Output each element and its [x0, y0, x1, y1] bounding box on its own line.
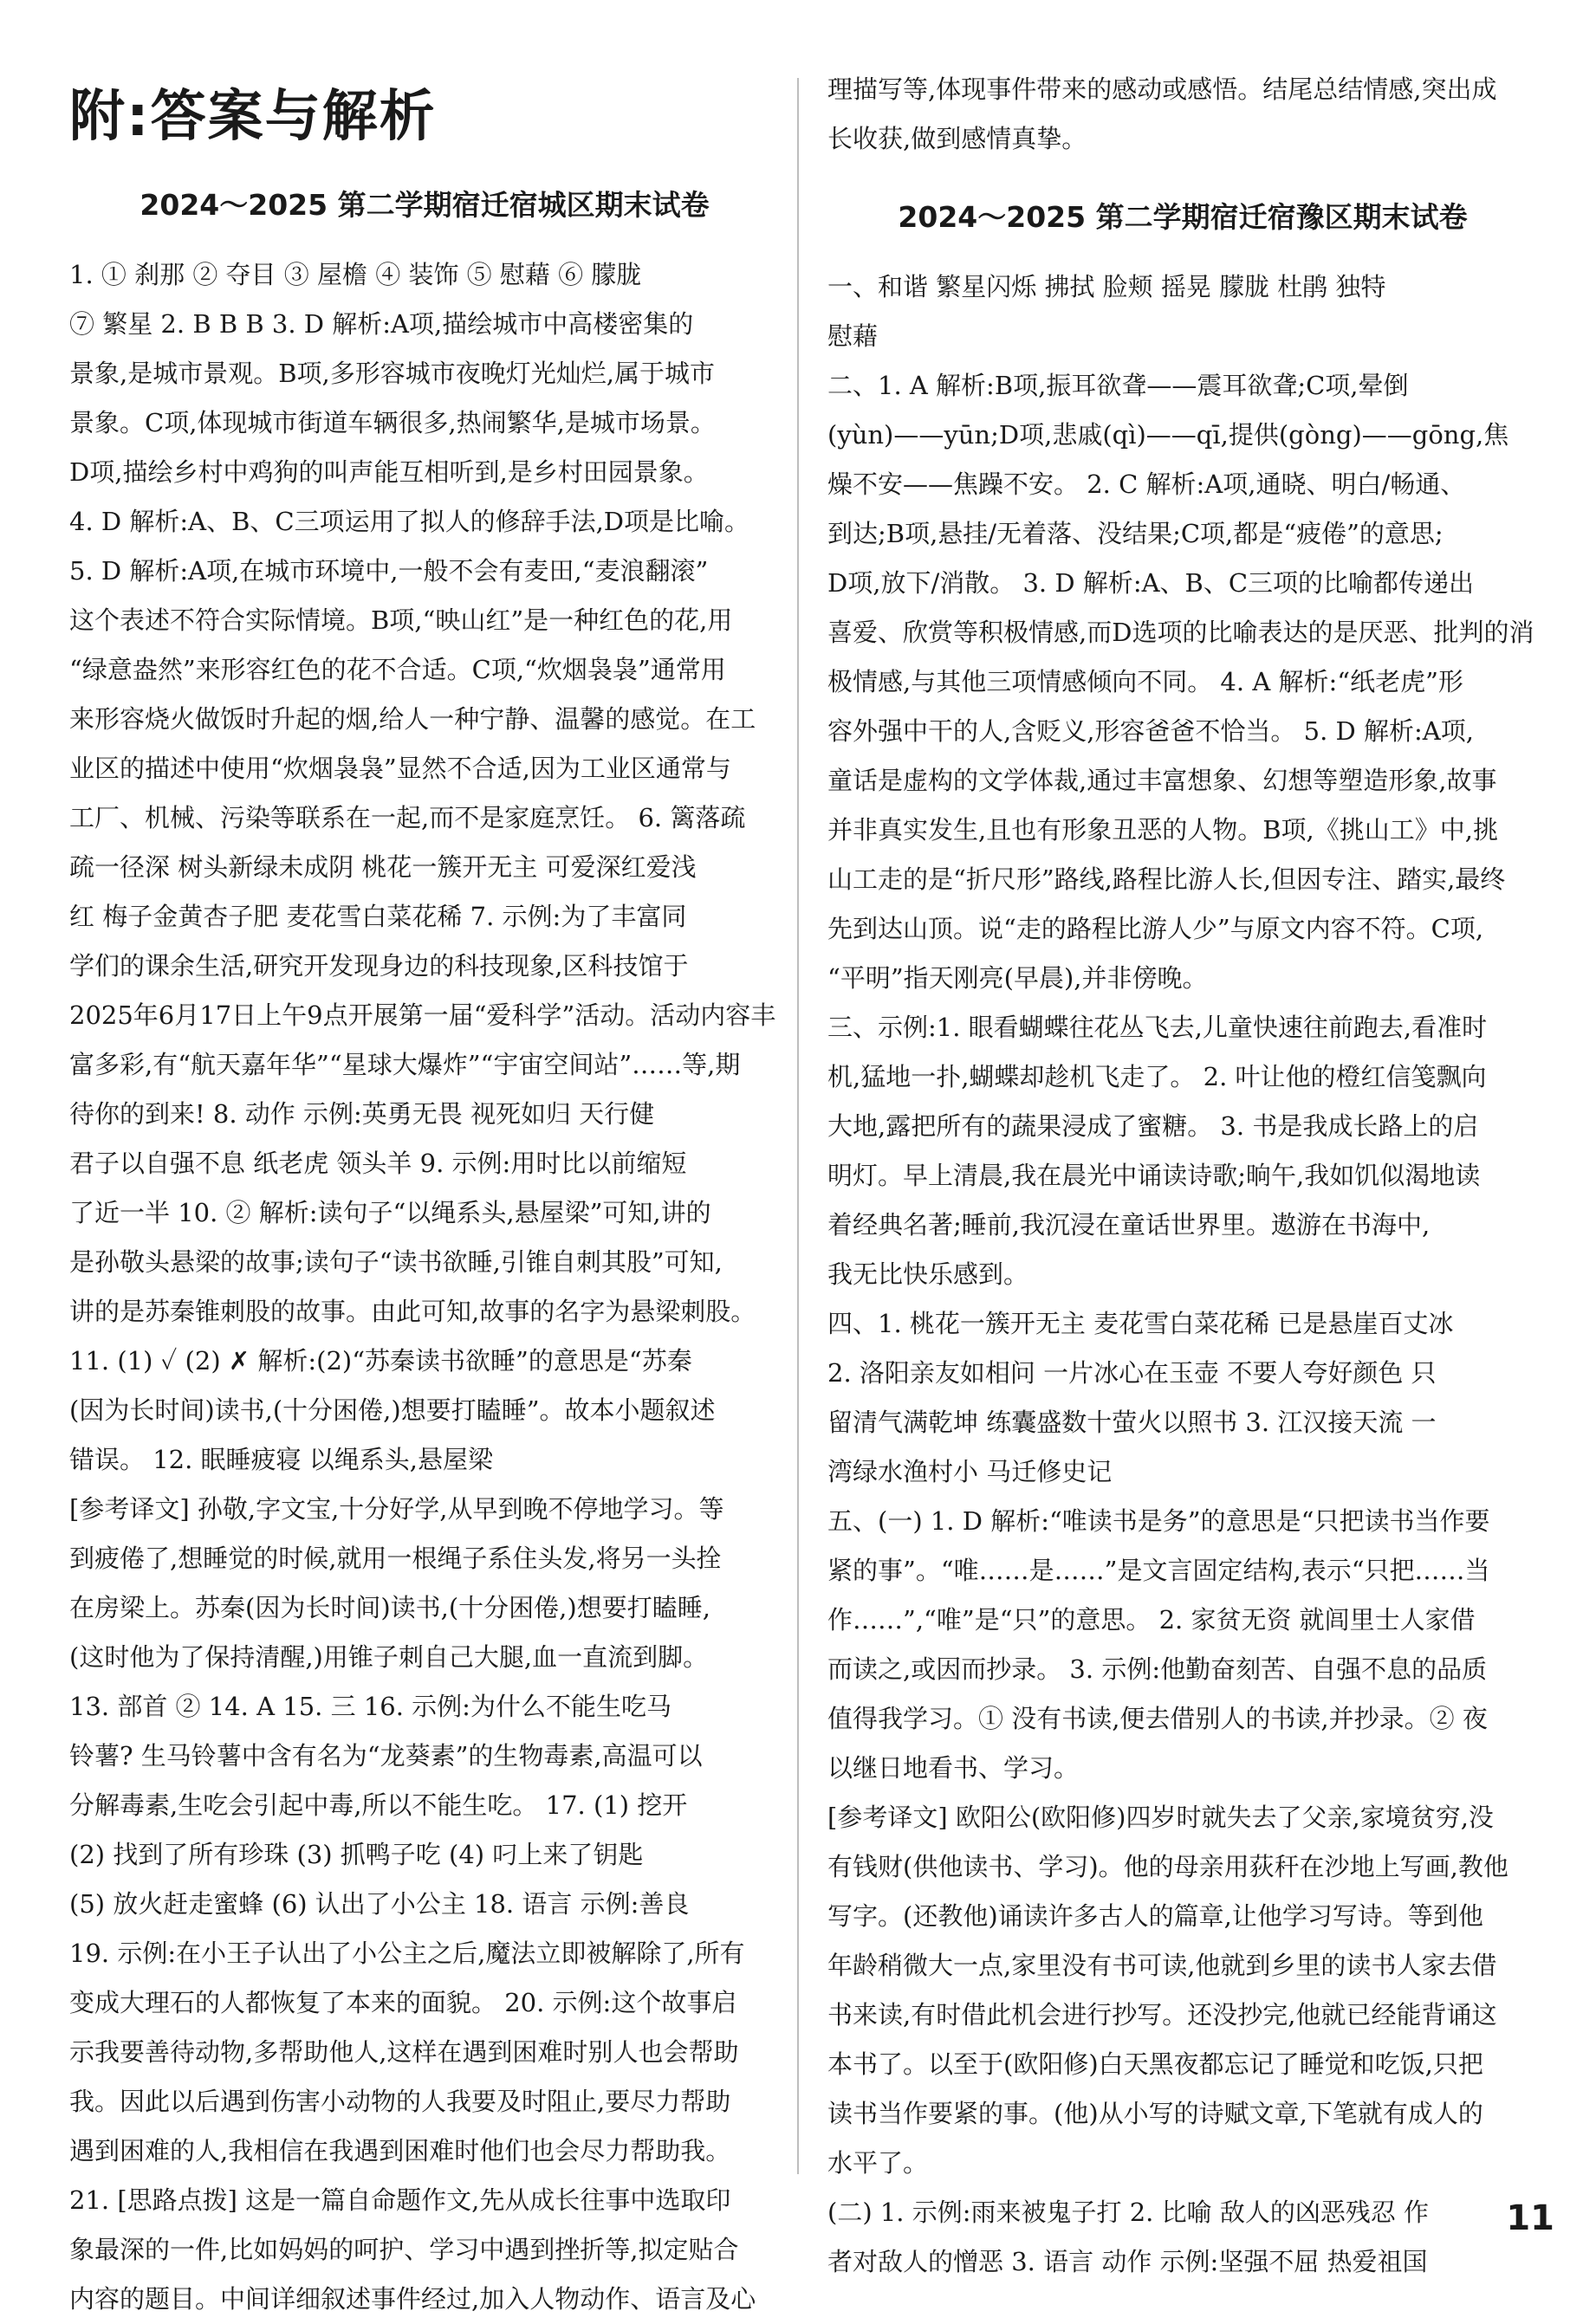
column-divider: [797, 78, 799, 2174]
text-line: ⑦ 繁星 2. B B B 3. D 解析:A项,描绘城市中高楼密集的: [69, 309, 694, 339]
text-line: 慰藉: [827, 321, 879, 351]
text-line: 作……”,“唯”是“只”的意思。 2. 家贫无资 就闾里士人家借: [827, 1605, 1476, 1635]
text-line: 示我要善待动物,多帮助他人,这样在遇到困难时别人也会帮助: [69, 2037, 739, 2067]
text-line: 喜爱、欣赏等积极情感,而D选项的比喻表达的是厌恶、批判的消: [827, 618, 1534, 647]
text-line: 燥不安——焦躁不安。 2. C 解析:A项,通晓、明白/畅通、: [827, 469, 1466, 499]
text-line: 红 梅子金黄杏子肥 麦花雪白菜花稀 7. 示例:为了丰富同: [69, 902, 687, 931]
text-line: 机,猛地一扑,蝴蝶却趁机飞走了。 2. 叶让他的橙红信笺飘向: [827, 1062, 1487, 1091]
text-line: 并非真实发生,且也有形象丑恶的人物。B项,《挑山工》中,挑: [827, 815, 1498, 845]
text-line: 到达;B项,悬挂/无着落、没结果;C项,都是“疲倦”的意思;: [827, 519, 1444, 548]
text-line: 讲的是苏秦锥刺股的故事。由此可知,故事的名字为悬梁刺股。: [69, 1297, 756, 1326]
text-line: 先到达山顶。说“走的路程比游人少”与原文内容不符。C项,: [827, 914, 1484, 943]
text-line: 学们的课余生活,研究开发现身边的科技现象,区科技馆于: [69, 951, 689, 981]
text-line: D项,放下/消散。 3. D 解析:A、B、C三项的比喻都传递出: [827, 568, 1475, 598]
text-line: 四、1. 桃花一簇开无主 麦花雪白菜花稀 已是悬崖百丈冰: [827, 1309, 1454, 1338]
text-line: 到疲倦了,想睡觉的时候,就用一根绳子系住头发,将另一头拴: [69, 1544, 722, 1573]
text-line: 象最深的一件,比如妈妈的呵护、学习中遇到挫折等,拟定贴合: [69, 2235, 739, 2264]
text-line: 而读之,或因而抄录。 3. 示例:他勤奋刻苦、自强不息的品质: [827, 1654, 1488, 1684]
text-line: (这时他为了保持清醒,)用锥子刺自己大腿,血一直流到脚。: [69, 1642, 709, 1672]
section-title-suyu: 2024～2025 第二学期宿迁宿豫区期末试卷: [898, 200, 1468, 234]
text-line: 容外强中干的人,含贬义,形容爸爸不恰当。 5. D 解析:A项,: [827, 716, 1474, 746]
text-line: 留清气满乾坤 练囊盛数十萤火以照书 3. 江汉接天流 一: [827, 1408, 1437, 1437]
text-line: 山工走的是“折尺形”路线,路程比游人长,但因专注、踏实,最终: [827, 864, 1506, 894]
text-line: 待你的到来! 8. 动作 示例:英勇无畏 视死如归 天行健: [69, 1099, 655, 1129]
text-line: 遇到困难的人,我相信在我遇到困难时他们也会尽力帮助我。: [69, 2136, 731, 2165]
text-line: 11. (1) ✓ (2) ✗ 解析:(2)“苏秦读书欲睡”的意思是“苏秦: [69, 1346, 692, 1376]
text-line: 有钱财(供他读书、学习)。他的母亲用荻秆在沙地上写画,教他: [827, 1852, 1508, 1881]
text-line: 富多彩,有“航天嘉年华”“星球大爆炸”“宇宙空间站”……等,期: [69, 1050, 741, 1079]
text-line: 三、示例:1. 眼看蝴蝶往花丛飞去,儿童快速往前跑去,看准时: [827, 1013, 1488, 1042]
text-line: 水平了。: [827, 2148, 929, 2178]
text-line: 读书当作要紧的事。(他)从小写的诗赋文章,下笔就有成人的: [827, 2099, 1483, 2128]
text-line: 二、1. A 解析:B项,振耳欲聋——震耳欲聋;C项,晕倒: [827, 371, 1409, 400]
text-line: 一、和谐 繁星闪烁 拂拭 脸颊 摇晃 朦胧 杜鹃 独特: [827, 272, 1386, 301]
text-line: 五、(一) 1. D 解析:“唯读书是务”的意思是“只把读书当作要: [827, 1506, 1490, 1536]
text-line: 工厂、机械、污染等联系在一起,而不是家庭烹饪。 6. 篱落疏: [69, 803, 746, 832]
text-line: 2025年6月17日上午9点开展第一届“爱科学”活动。活动内容丰: [69, 1000, 776, 1030]
text-line: 君子以自强不息 纸老虎 领头羊 9. 示例:用时比以前缩短: [69, 1149, 687, 1178]
text-line: 理描写等,体现事件带来的感动或感悟。结尾总结情感,突出成: [827, 74, 1497, 104]
text-line: 我。因此以后遇到伤害小动物的人我要及时阻止,要尽力帮助: [69, 2087, 731, 2116]
text-line: 21. [思路点拨] 这是一篇自命题作文,先从成长往事中选取印: [69, 2185, 731, 2215]
text-line: 疏一径深 树头新绿未成阴 桃花一簇开无主 可爱深红爱浅: [69, 852, 697, 882]
text-line: 铃薯? 生马铃薯中含有名为“龙葵素”的生物毒素,高温可以: [69, 1741, 703, 1771]
text-line: (yùn)——yūn;D项,悲戚(qì)——qī,提供(gòng)——gōng,焦: [827, 420, 1509, 450]
text-line: 变成大理石的人都恢复了本来的面貌。 20. 示例:这个故事启: [69, 1988, 737, 2017]
text-line: 着经典名著;睡前,我沉浸在童话世界里。遨游在书海中,: [827, 1210, 1431, 1240]
text-line: 极情感,与其他三项情感倾向不同。 4. A 解析:“纸老虎”形: [827, 667, 1463, 696]
text-line: 我无比快乐感到。: [827, 1259, 1029, 1289]
text-line: D项,描绘乡村中鸡狗的叫声能互相听到,是乡村田园景象。: [69, 457, 709, 487]
text-line: [参考译文] 欧阳公(欧阳修)四岁时就失去了父亲,家境贫穷,没: [827, 1803, 1494, 1832]
text-line: “平明”指天刚亮(早晨),并非傍晚。: [827, 963, 1208, 993]
page-number: 11: [1506, 2198, 1554, 2238]
text-line: 童话是虚构的文学体裁,通过丰富想象、幻想等塑造形象,故事: [827, 766, 1497, 795]
text-line: 大地,露把所有的蔬果浸成了蜜糖。 3. 书是我成长路上的启: [827, 1111, 1479, 1141]
answer-text-left: [69, 250, 780, 2324]
text-line: 在房梁上。苏秦(因为长时间)读书,(十分困倦,)想要打瞌睡,: [69, 1593, 710, 1622]
text-line: 分解毒素,生吃会引起中毒,所以不能生吃。 17. (1) 挖开: [69, 1790, 688, 1820]
text-line: 长收获,做到感情真挚。: [827, 124, 1087, 153]
section-title-sucheng: 2024～2025 第二学期宿迁宿城区期末试卷: [139, 188, 710, 222]
text-line: 以继日地看书、学习。: [827, 1753, 1080, 1783]
text-line: 错误。 12. 眠睡疲寝 以绳系头,悬屋梁: [69, 1445, 493, 1474]
answer-text-continued: [827, 65, 1538, 164]
right-column: [827, 0, 1538, 2287]
text-line: 内容的题目。中间详细叙述事件经过,加入人物动作、语言及心: [69, 2284, 756, 2314]
text-line: [参考译文] 孙敬,字文宝,十分好学,从早到晚不停地学习。等: [69, 1494, 724, 1524]
text-line: 4. D 解析:A、B、C三项运用了拟人的修辞手法,D项是比喻。: [69, 507, 750, 536]
text-line: “绿意盎然”来形容红色的花不合适。C项,“炊烟袅袅”通常用: [69, 655, 726, 684]
text-line: 1. ① 刹那 ② 夺目 ③ 屋檐 ④ 装饰 ⑤ 慰藉 ⑥ 朦胧: [69, 260, 642, 289]
text-line: (二) 1. 示例:雨来被鬼子打 2. 比喻 敌人的凶恶残忍 作: [827, 2198, 1430, 2227]
text-line: 了近一半 10. ② 解析:读句子“以绳系头,悬屋梁”可知,讲的: [69, 1198, 711, 1227]
text-line: 来形容烧火做饭时升起的烟,给人一种宁静、温馨的感觉。在工: [69, 704, 756, 734]
text-line: 5. D 解析:A项,在城市环境中,一般不会有麦田,“麦浪翻滚”: [69, 556, 709, 586]
text-line: 2. 洛阳亲友如相问 一片冰心在玉壶 不要人夸好颜色 只: [827, 1358, 1437, 1388]
text-line: 者对敌人的憎恶 3. 语言 动作 示例:坚强不屈 热爱祖国: [827, 2247, 1428, 2276]
page-title: 附:答案与解析: [69, 85, 437, 149]
text-line: 写字。(还教他)诵读许多古人的篇章,让他学习写诗。等到他: [827, 1901, 1483, 1931]
text-line: 紧的事”。“唯……是……”是文言固定结构,表示“只把……当: [827, 1556, 1490, 1585]
text-line: 业区的描述中使用“炊烟袅袅”显然不合适,因为工业区通常与: [69, 754, 731, 783]
text-line: 是孙敬头悬梁的故事;读句子“读书欲睡,引锥自刺其股”可知,: [69, 1247, 723, 1277]
text-line: 书来读,有时借此机会进行抄写。还没抄完,他就已经能背诵这: [827, 2000, 1497, 2029]
text-line: 景象。C项,体现城市街道车辆很多,热闹繁华,是城市场景。: [69, 408, 716, 437]
text-line: 明灯。早上清晨,我在晨光中诵读诗歌;晌午,我如饥似渴地读: [827, 1161, 1481, 1190]
text-line: 13. 部首 ② 14. A 15. 三 16. 示例:为什么不能生吃马: [69, 1692, 671, 1721]
text-line: 湾绿水渔村小 马迁修史记: [827, 1457, 1113, 1486]
left-column: [69, 0, 780, 2324]
text-line: (2) 找到了所有珍珠 (3) 抓鸭子吃 (4) 叼上来了钥匙: [69, 1840, 644, 1869]
text-line: 本书了。以至于(欧阳修)白天黑夜都忘记了睡觉和吃饭,只把: [827, 2049, 1483, 2079]
text-line: 值得我学习。① 没有书读,便去借别人的书读,并抄录。② 夜: [827, 1704, 1488, 1733]
text-line: (因为长时间)读书,(十分困倦,)想要打瞌睡”。故本小题叙述: [69, 1395, 716, 1425]
answer-text-right: [827, 262, 1538, 2287]
text-line: 年龄稍微大一点,家里没有书可读,他就到乡里的读书人家去借: [827, 1951, 1497, 1980]
text-line: (5) 放火赶走蜜蜂 (6) 认出了小公主 18. 语言 示例:善良: [69, 1889, 690, 1919]
text-line: 这个表述不符合实际情境。B项,“映山红”是一种红色的花,用: [69, 605, 733, 635]
text-line: 景象,是城市景观。B项,多形容城市夜晚灯光灿烂,属于城市: [69, 359, 715, 388]
text-line: 19. 示例:在小王子认出了小公主之后,魔法立即被解除了,所有: [69, 1939, 745, 1968]
